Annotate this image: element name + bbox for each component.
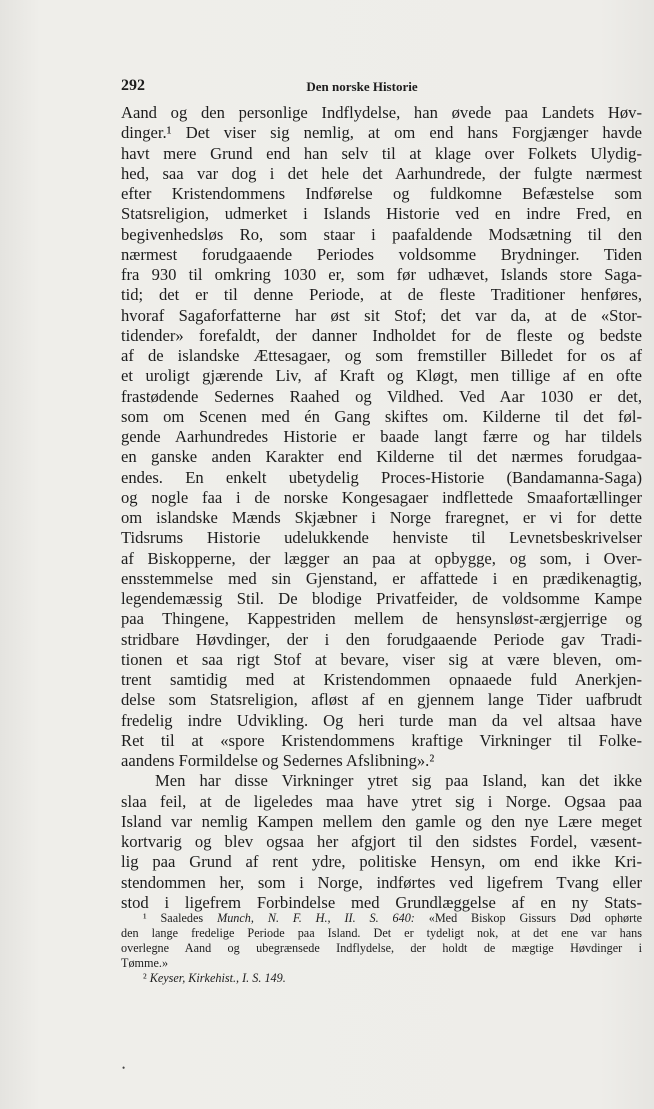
page-number: 292	[121, 77, 145, 94]
body-text	[121, 103, 642, 913]
text-line: frastødende Sedernes Raahed og Vildhed. Ved Aar 1030 er det,	[121, 386, 642, 406]
footnote-line	[121, 911, 642, 926]
text-line: stendommen her, som i Norge, indførtes ved ligefrem Tvang eller	[121, 872, 642, 892]
footnote-italic: Munch, N. F. H., II. S. 640:	[217, 911, 415, 925]
text-line: paa Thingene, Kappestriden mellem de hensynsløst-ærgjerrige og	[121, 609, 642, 629]
text-line: ensstemmelse med sin Gjenstand, er affattede i en prædikenagtig,	[121, 568, 642, 588]
text-line: fra 930 til omkring 1030 er, som før udhævet, Islands store Saga-	[121, 265, 642, 284]
bottom-mark: •	[122, 1063, 126, 1073]
text-line: Tidsrums Historie udelukkende henviste til Levnetsbeskrivelser	[121, 528, 642, 548]
footnote-lead: overlegne Aand og ubegrænsede Indflydelse, der holdt de mægtige Høvdinger i	[121, 941, 642, 955]
text-line: endes. En enkelt ubetydelig Proces-Historie (Bandamanna-Saga)	[121, 467, 642, 487]
footnote-line	[121, 941, 642, 956]
text-line: tidender» forefaldt, der danner Indholdet for de fleste og bedste	[121, 325, 642, 345]
text-line: lig paa Grund af rent ydre, politiske Hensyn, om end ikke Kri-	[121, 852, 642, 872]
footnotes	[121, 911, 642, 986]
text-line: et uroligt gjærende Liv, af Kraft og Kløgt, men tillige af en ofte	[121, 366, 642, 386]
text-line: slaa feil, at de ligeledes maa have ytret sig i Norge. Ogsaa paa	[121, 791, 642, 811]
footnote-line	[121, 971, 642, 986]
text-line: som om Scenen med én Gang skiftes om. Kilderne til det føl-	[121, 406, 642, 426]
text-line: Statsreligion, udmerket i Islands Historie ved en indre Fred, en	[121, 204, 642, 224]
text-line: af Biskopperne, der lægger an paa at opbygge, og som, i Over-	[121, 548, 642, 568]
text-line: stridbare Høvdinger, der i den forudgaaende Periode gav Tradi-	[121, 629, 642, 649]
footnote-lead: Tømme.»	[121, 956, 169, 970]
running-title: Den norske Historie	[306, 79, 418, 94]
text-line: om islandske Mænds Skjæbner i Norge fraregnet, er vi for dette	[121, 508, 642, 527]
text-line: havt mere Grund end han selv til at klage over Folkets Ulydig-	[121, 143, 642, 163]
footnote-lead: den lange fredelige Periode paa Island. Det er tydeligt nok, at det ene var hans	[121, 926, 642, 940]
text-line: gende Aarhundredes Historie er baade langt færre og har tildels	[121, 427, 642, 446]
text-line: fredelig indre Udvikling. Og heri turde man da vel altsaa have	[121, 710, 642, 730]
footnote-line	[121, 926, 642, 941]
text-line: begivenhedsløs Ro, som staar i paafaldende Modsætning til den	[121, 224, 642, 244]
text-line: en ganske anden Karakter end Kilderne til det nærmes forudgaa-	[121, 447, 642, 467]
text-line: hed, saa var dog i det hele det Aarhundrede, der fulgte nærmest	[121, 163, 642, 183]
text-line: af de islandske Ættesagaer, og som fremstiller Billedet for os af	[121, 346, 642, 365]
text-line: stod i ligefrem Forbindelse med Grundlæggelse af en ny Stats-	[121, 892, 642, 912]
footnote-lead: ²	[143, 971, 150, 985]
text-line: dinger.¹ Det viser sig nemlig, at om end hans Forgjænger havde	[121, 123, 642, 143]
text-line: efter Kristendommens Indførelse og fuldkomne Befæstelse som	[121, 184, 642, 203]
text-line: delse som Statsreligion, afløst af en gjennem lange Tider uafbrudt	[121, 690, 642, 710]
text-line: trent samtidig med at Kristendommen opnaaede fuld Anerkjen-	[121, 670, 642, 689]
text-line: aandens Formildelse og Sedernes Afslibning».²	[121, 751, 435, 770]
footnote-lead: ¹ Saaledes	[143, 911, 218, 925]
text-line: Island var nemlig Kampen mellem den gamle og den nye Lære meget	[121, 811, 642, 831]
footnote-rest: «Med Biskop Gissurs Død ophørte	[414, 911, 643, 925]
text-line: legendemæssig Stil. De blodige Privatfeider, de voldsomme Kampe	[121, 589, 642, 608]
text-line: tionen et saa rigt Stof at bevare, viser sig at være bleven, om-	[121, 649, 642, 669]
footnote-line	[121, 956, 642, 971]
text-line: nærmest forudgaaende Periodes voldsomme Brydninger. Tiden	[121, 244, 642, 264]
footnote-italic: Keyser, Kirkehist., I. S. 149.	[149, 971, 286, 985]
text-line: Aand og den personlige Indflydelse, han øvede paa Landets Høv-	[121, 103, 642, 122]
text-line: Ret til at «spore Kristendommens kraftige Virkninger til Folke-	[121, 730, 642, 750]
text-line: tid; det er til denne Periode, at de fleste Traditioner henføres,	[121, 285, 642, 305]
text-line: kortvarig og blev ogsaa her afgjort til den sidstes Fordel, væsent-	[121, 832, 642, 851]
text-line: hvoraf Sagaforfatterne har øst sit Stof; det var da, at de «Stor-	[121, 305, 642, 325]
text-line: Men har disse Virkninger ytret sig paa Island, kan det ikke	[155, 771, 642, 791]
text-line: og nogle faa i de norske Kongesagaer indflettede Smaafortællinger	[121, 487, 642, 507]
